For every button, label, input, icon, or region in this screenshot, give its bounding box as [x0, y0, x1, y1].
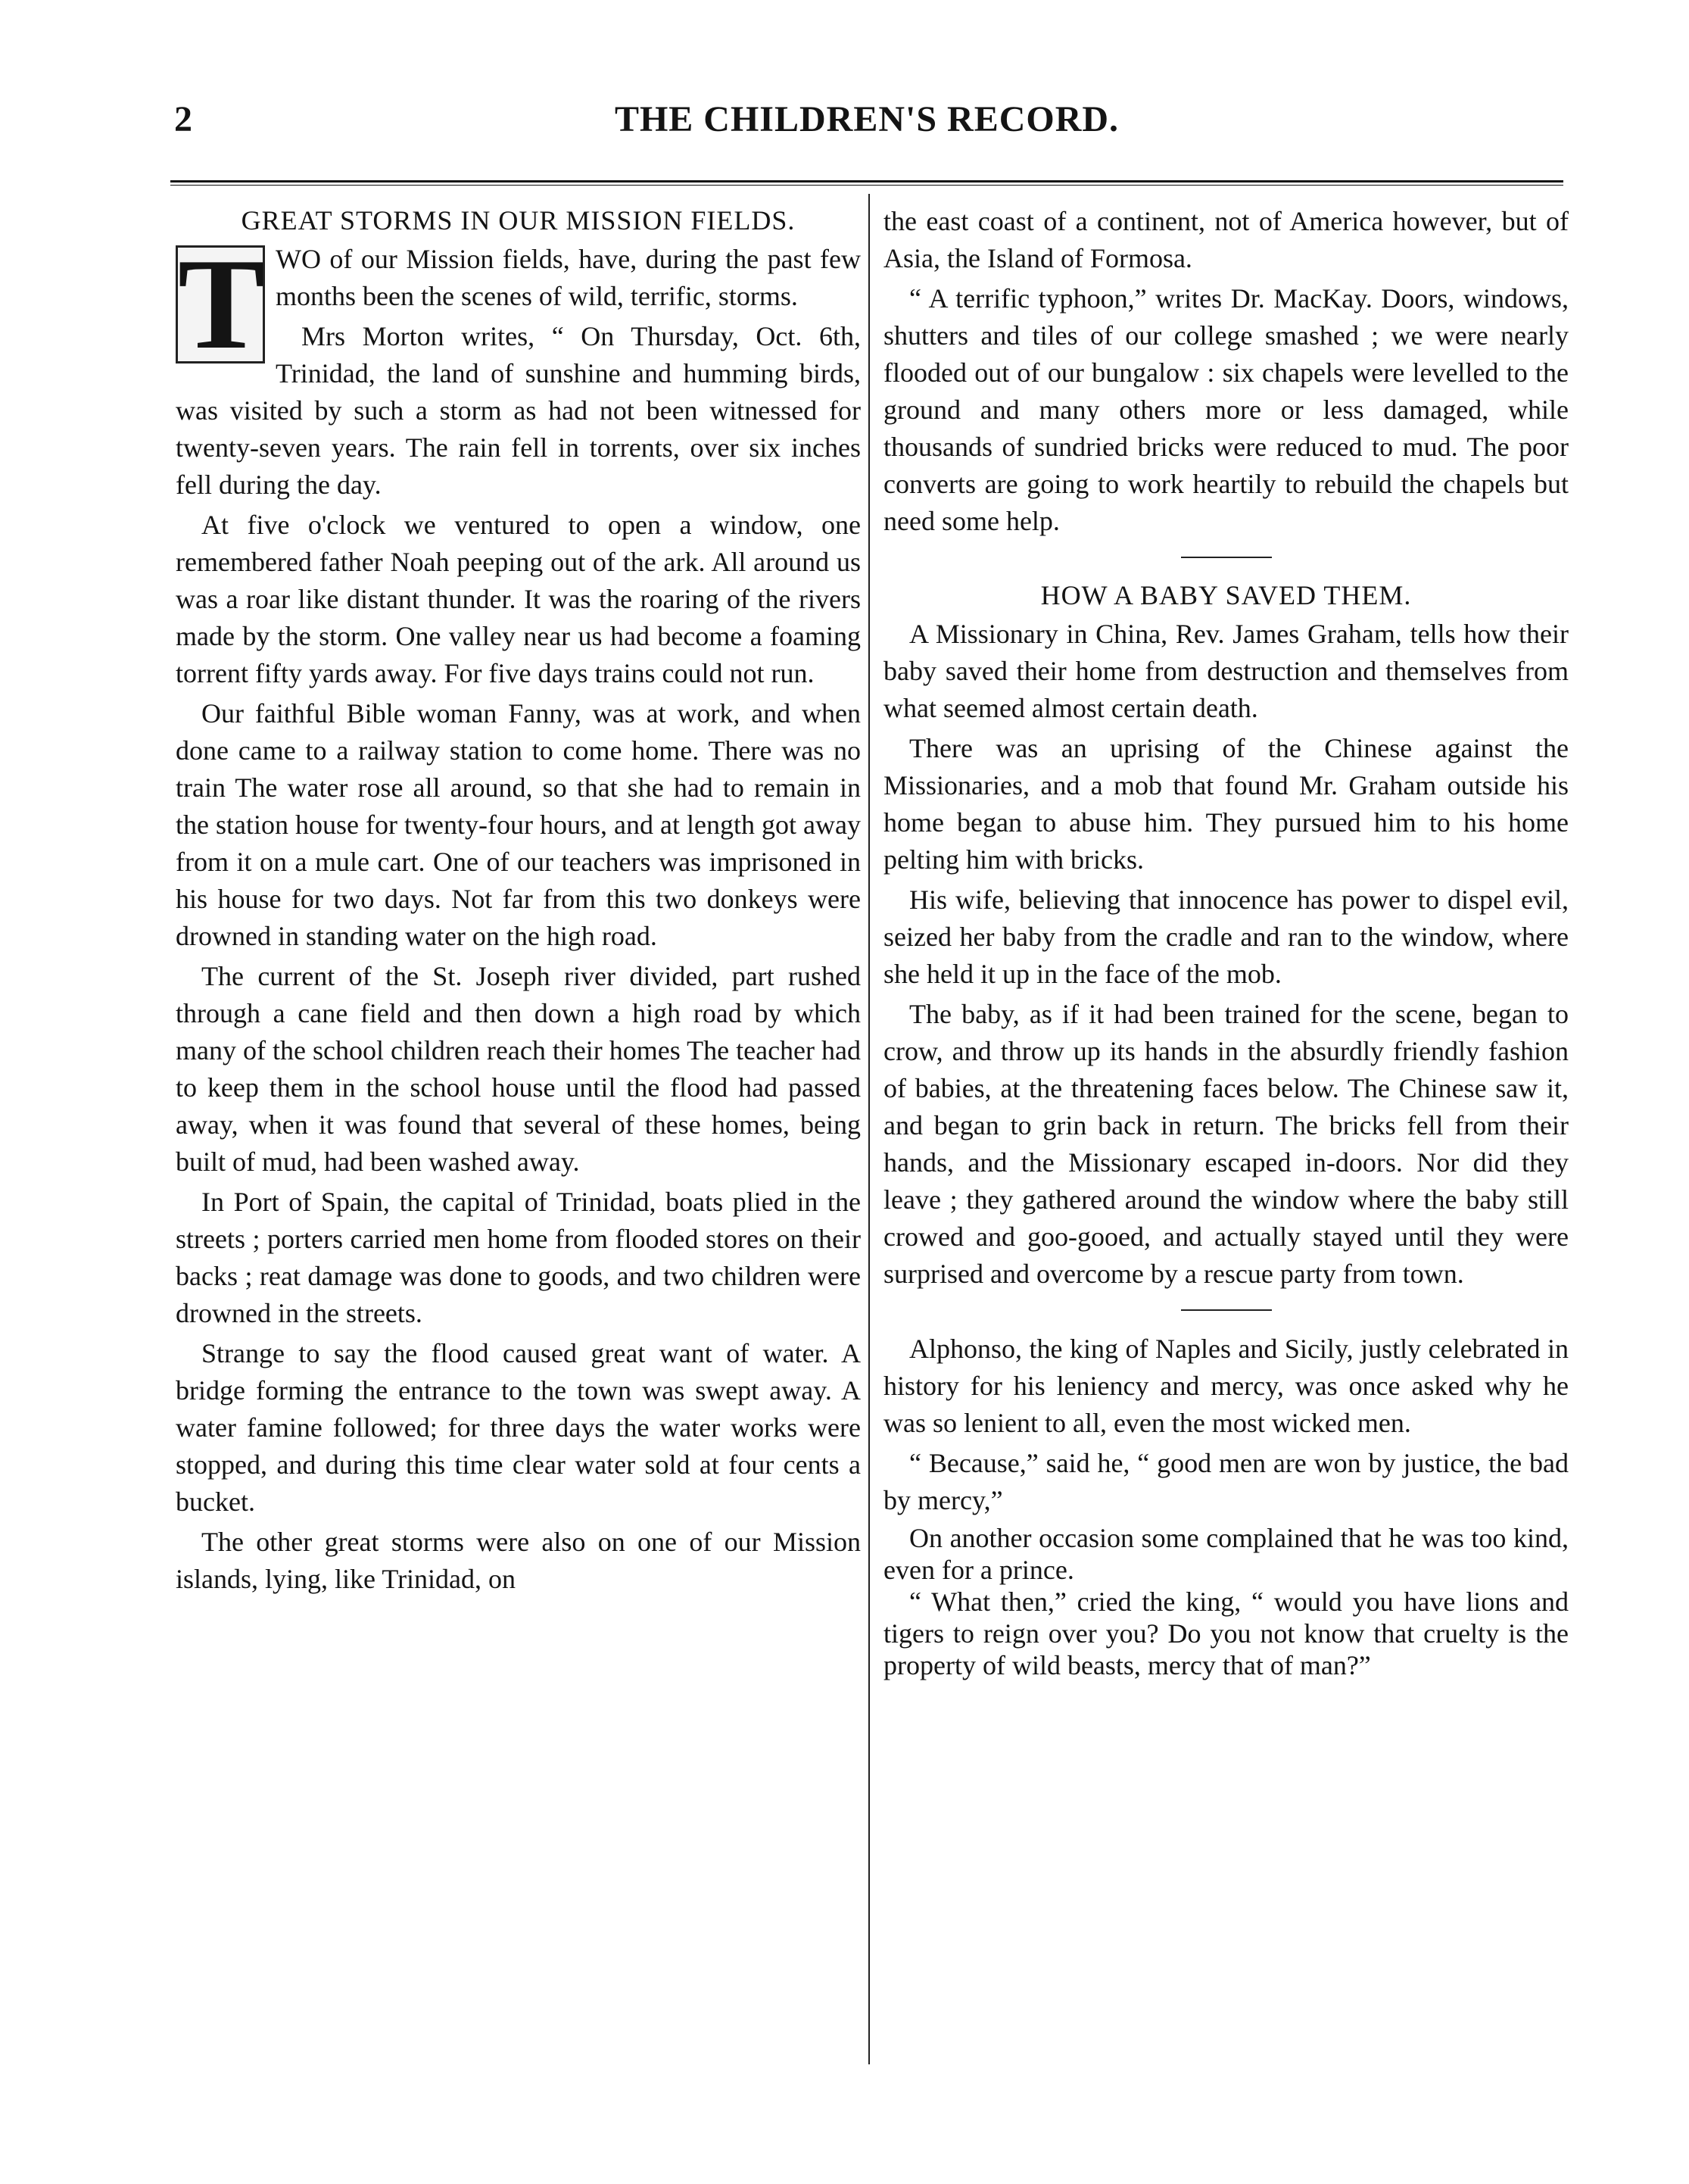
column-divider [868, 194, 870, 2064]
drop-cap-letter: T [176, 245, 265, 363]
article-paragraph: Mrs Morton writes, “ On Thursday, Oct. 6th, Trinidad, the land of sunshine and humming birds, was visited by such a storm as had not been witnessed for twenty-seven years. The rain fell in torrents, over six inches fell during the day. [176, 321, 861, 500]
page-number: 2 [174, 99, 192, 139]
right-column [883, 203, 1569, 1681]
article-paragraph: Alphonso, the king of Naples and Sicily, justly celebrated in history for his leniency and mercy, was once asked why he was so lenient to all, even the most wicked men. [883, 1334, 1569, 1438]
masthead-title: THE CHILDREN'S RECORD. [614, 99, 1120, 139]
article-paragraph: “ A terrific typhoon,” writes Dr. MacKay. Doors, windows, shutters and tiles of our college smashed ; we were nearly flooded out of our bungalow : six chapels were levelled to the ground and many others more or less damaged, while thousands of sundried bricks were reduced to mud. The poor converts are going to work heartily to rebuild the chapels but need some help. [883, 283, 1569, 536]
article-paragraph: There was an uprising of the Chinese against the Missionaries, and a mob that found Mr. Graham outside his home began to abuse him. They pursued him to his home pelting him with bricks. [883, 733, 1569, 875]
article-paragraph: “ What then,” cried the king, “ would you have lions and tigers to reign over you? Do you not know that cruelty is the property of wild beasts, mercy that of man?” [883, 1587, 1569, 1680]
article-paragraph: In Port of Spain, the capital of Trinidad, boats plied in the streets ; porters carried men home from flooded stores on their backs ; reat damage was done to goods, and two children were drowned in the streets. [176, 1187, 861, 1328]
article-paragraph: “ Because,” said he, “ good men are won by justice, the bad by mercy,” [883, 1448, 1569, 1515]
section-divider [1181, 557, 1272, 558]
article-paragraph: Strange to say the flood caused great want of water. A bridge forming the entrance to the town was swept away. A water famine followed; for three days the water works were stopped, and during this time clear water sold at four cents a bucket. [176, 1338, 861, 1517]
article-paragraph: His wife, believing that innocence has power to dispel evil, seized her baby from the cradle and ran to the window, where she held it up in the face of the mob. [883, 885, 1569, 989]
article-paragraph: On another occasion some complained that he was too kind, even for a prince. [883, 1523, 1569, 1585]
article-paragraph: The other great storms were also on one of our Mission islands, lying, like Trinidad, on [176, 1527, 861, 1594]
left-column [176, 203, 861, 1601]
article-paragraph-continued: the east coast of a continent, not of America however, but of Asia, the Island of Formosa. [883, 206, 1569, 273]
header-rule [170, 180, 1563, 186]
article-paragraph: The current of the St. Joseph river divided, part rushed through a cane field and then down a high road by which many of the school children reach their homes The teacher had to keep them in the school house until the flood had passed away, when it was found that several of these homes, being built of mud, had been washed away. [176, 961, 861, 1177]
article-tail [883, 1522, 1569, 1681]
article-paragraph [176, 232, 861, 376]
article-paragraph: Our faithful Bible woman Fanny, was at work, and when done came to a railway station to come home. There was no train The water rose all around, so that she had to remain in the station house for twenty-four hours, and at length got away from it on a mule cart. One of our teachers was imprisoned in his house for two days. Not far from this two donkeys were drowned in standing water on the high road. [176, 698, 861, 951]
article-paragraph: The baby, as if it had been trained for the scene, began to crow, and throw up its hands in the absurdly friendly fashion of babies, at the threatening faces below. The Chinese saw it, and began to grin back in return. The bricks fell from their hands, and the Missionary escaped in-doors. Nor did they leave ; they gathered around the window where the baby still crowed and goo-gooed, and actually stayed until they were surprised and overcome by a rescue party from town. [883, 999, 1569, 1289]
article-title-great-storms: GREAT STORMS IN OUR MISSION FIELDS. [241, 205, 796, 236]
article-paragraph: A Missionary in China, Rev. James Graham, tells how their baby saved their home from destruction and themselves from what seemed almost certain death. [883, 619, 1569, 723]
article-paragraph: At five o'clock we ventured to open a window, one remembered father Noah peeping out of the ark. All around us was a roar like distant thunder. It was the roaring of the rivers made by the storm. One valley near us had become a foaming torrent fifty yards away. For five days trains could not run. [176, 510, 861, 688]
article-title-baby-saved: HOW A BABY SAVED THEM. [1040, 580, 1412, 610]
paragraph-text: WO of our Mission fields, have, during the past few months been the scenes of wild, terrific, storms. [276, 244, 861, 311]
page-header [174, 98, 1560, 159]
section-divider [1181, 1309, 1272, 1311]
